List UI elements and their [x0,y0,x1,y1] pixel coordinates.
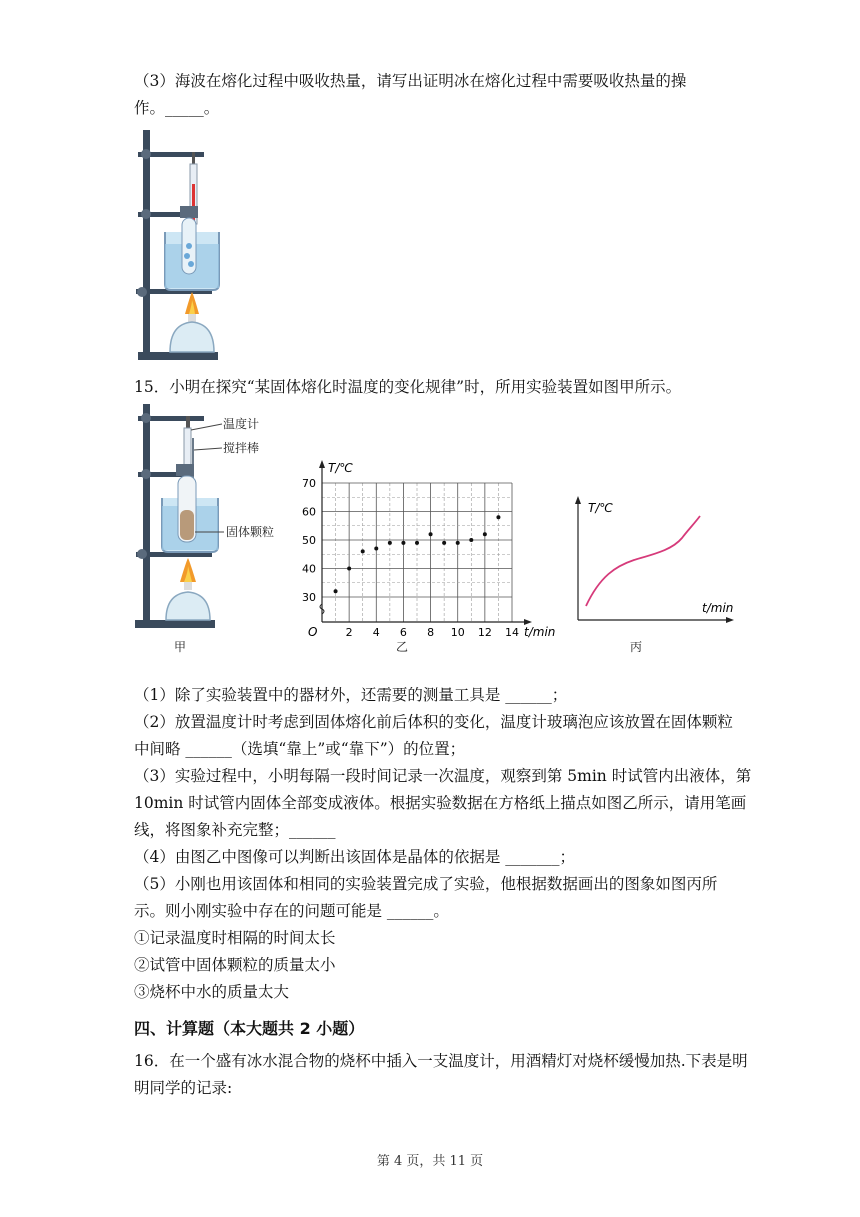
bing-xlabel: t/min [702,601,734,615]
q14-part3-line1: （3）海波在熔化过程中吸收热量，请写出证明冰在熔化过程中需要吸收热量的操 [134,72,687,90]
q15-option-1: ①记录温度时相隔的时间太长 [134,929,336,947]
data-point [429,532,433,536]
q15-p5b: 示。则小刚实验中存在的问题可能是 ______。 [134,902,449,920]
q15-p2b: 中间略 ______（选填“靠上”或“靠下”）的位置； [134,740,466,758]
y-tick-label: 70 [302,477,316,490]
data-point [334,589,338,593]
chart-yi [300,450,560,640]
chart-axes [319,460,532,625]
q15-p1: （1）除了实验装置中的器材外，还需要的测量工具是 ______； [134,686,568,704]
y-tick-label: 50 [302,534,316,547]
data-point [401,541,405,545]
x-tick-label: 4 [372,626,380,639]
q16-line1: 16．在一个盛有冰水混合物的烧杯中插入一支温度计，用酒精灯对烧杯缓慢加热.下表是明 [134,1052,748,1070]
caption-yi: 乙 [396,640,409,654]
x-tick-label: 12 [477,626,492,639]
x-tick-label: 2 [345,626,353,639]
label-particles: 固体颗粒 [226,525,275,539]
data-point [496,515,500,519]
bing-y-arrow [575,496,581,504]
chart-ylabel: T/℃ [328,461,353,475]
data-point [347,567,351,571]
q14-part3-line2: 作。_____。 [134,99,220,117]
data-point [483,532,487,536]
x-tick-label: 14 [505,626,519,639]
x-tick-label: 8 [427,626,435,639]
data-point [469,538,473,542]
label-stirrer: 搅拌棒 [223,441,260,455]
chart-ticks [302,477,519,639]
q15-p4: （4）由图乙中图像可以判断出该固体是晶体的依据是 _______； [134,848,576,866]
x-tick-label: 6 [399,626,407,639]
q16-line2: 明同学的记录: [134,1079,233,1097]
x-tick-label: 10 [450,626,465,639]
y-tick-label: 40 [302,562,316,576]
caption-bing: 丙 [630,640,643,654]
q15-p3c: 线，将图象补充完整；______ [134,821,336,839]
q15-option-2: ②试管中固体颗粒的质量太小 [134,956,336,974]
data-point [374,547,378,551]
q15-p5a: （5）小刚也用该固体和相同的实验装置完成了实验，他根据数据画出的图象如图丙所 [134,875,718,893]
data-point [415,541,419,545]
q15-p3b: 10min 时试管内固体全部变成液体。根据实验数据在方格纸上描点如图乙所示，请用笔画 [134,794,747,812]
bing-ylabel: T/℃ [588,501,613,515]
data-point [456,541,460,545]
label-thermometer: 温度计 [223,417,260,431]
caption-jia: 甲 [174,640,187,654]
data-point [442,541,446,545]
page-footer: 第 4 页，共 11 页 [376,1154,484,1169]
q15-stem: 15．小明在探究“某固体熔化时温度的变化规律”时，所用实验装置如图甲所示。 [134,378,682,396]
data-point [361,549,365,553]
q15-option-3: ③烧杯中水的质量太大 [134,983,290,1001]
y-tick-label: 60 [302,505,316,519]
y-axis-arrow [319,460,325,468]
chart-xlabel: t/min [524,625,556,639]
apparatus-figure-jia [130,402,300,634]
bing-curve [586,516,700,606]
chart-grid [322,483,512,622]
y-tick-label: 30 [302,591,316,604]
bing-x-arrow [726,617,734,623]
data-point [388,541,392,545]
chart-origin: O [308,625,318,639]
apparatus-figure-q14 [130,124,230,366]
section-title: 四、计算题（本大题共 2 小题） [134,1019,365,1038]
q15-p2a: （2）放置温度计时考虑到固体熔化前后体积的变化，温度计玻璃泡应该放置在固体颗粒 [134,713,733,731]
figure-bing [568,494,738,624]
q15-p3a: （3）实验过程中，小明每隔一段时间记录一次温度，观察到第 5min 时试管内出液体，第 [134,767,752,785]
